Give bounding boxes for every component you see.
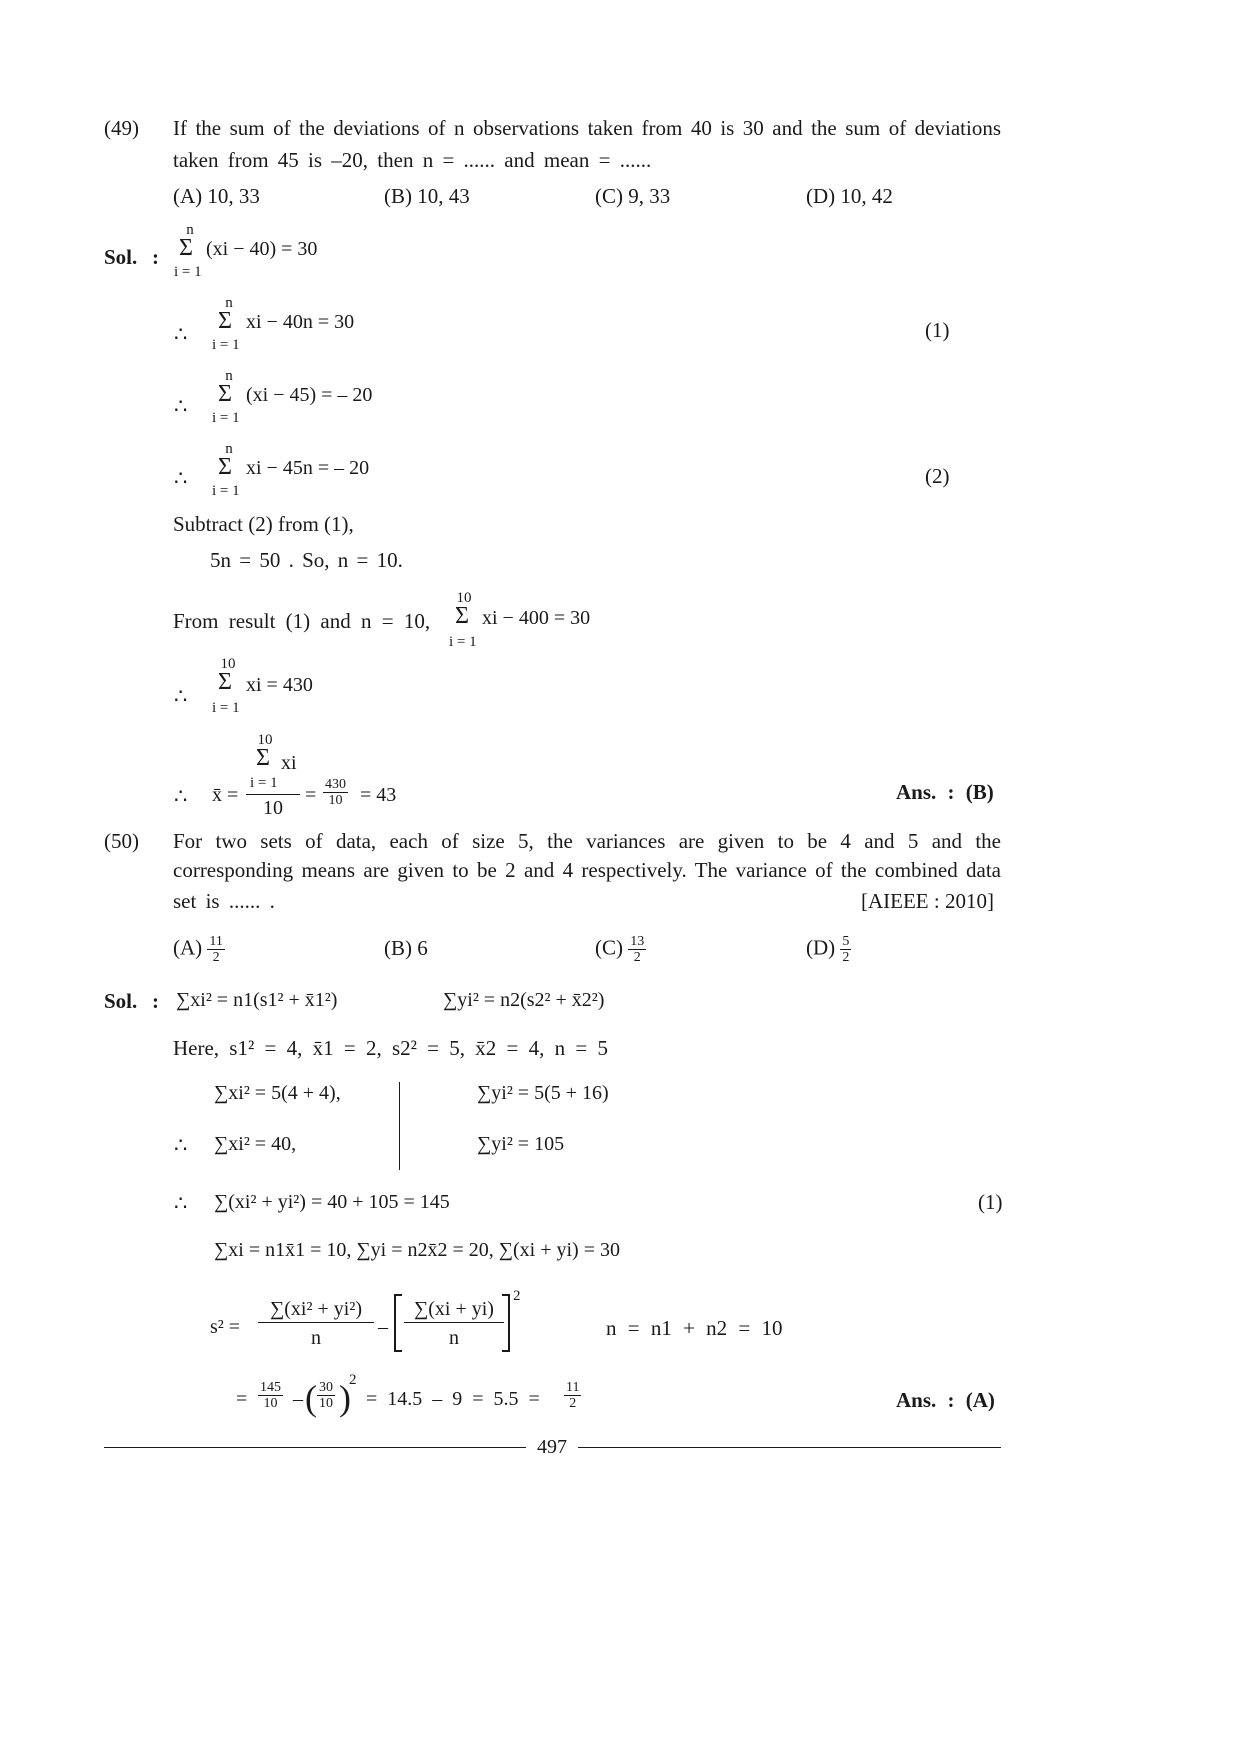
equals-sign: = — [305, 784, 317, 806]
question-text-line: For two sets of data, each of size 5, the variances are given to be 4 and 5 and the — [173, 829, 1001, 853]
answer-label: Ans. : (B) — [896, 780, 994, 804]
fraction — [258, 1380, 283, 1411]
footer-rule-left — [104, 1447, 526, 1448]
therefore-symbol: ∴ — [174, 322, 188, 346]
bracket-right — [508, 1294, 510, 1352]
equation: = 14.5 – 9 = 5.5 = — [366, 1388, 540, 1410]
sum-lower-limit: i = 1 — [212, 483, 240, 499]
option-c — [595, 934, 646, 965]
bracket-right-top — [502, 1294, 510, 1296]
fraction-numerator: ∑(xi² + yi²) — [270, 1298, 362, 1320]
solution-label: Sol. — [104, 989, 138, 1013]
fraction-bar — [246, 794, 300, 795]
question-number: (50) — [104, 829, 139, 853]
option-c: (C) 9, 33 — [595, 184, 671, 208]
question-text-line: corresponding means are given to be 2 and 4 respectively. The variance of the combined data — [173, 858, 1001, 882]
therefore-symbol: ∴ — [174, 466, 188, 490]
variance-symbol: s² = — [210, 1316, 241, 1338]
minus-sign: – — [293, 1388, 303, 1410]
sum-lower-limit: i = 1 — [212, 410, 240, 426]
sum-lower-limit: i = 1 — [212, 337, 240, 353]
fraction-denominator: 10 — [328, 793, 343, 808]
sum-lower-limit: i = 1 — [250, 775, 278, 791]
equation-tag: (1) — [925, 318, 950, 342]
equation: (xi − 40) = 30 — [206, 238, 318, 260]
formula: ∑yi² = n2(s2² + x̄2²) — [443, 989, 605, 1011]
option-a: (A) 10, 33 — [173, 184, 260, 208]
equals-sign: = — [236, 1388, 248, 1410]
colon: : — [152, 989, 159, 1013]
question-text-line: set is ...... . — [173, 889, 275, 913]
sum-term: xi — [281, 752, 297, 774]
question-text-line: If the sum of the deviations of n observations taken from 40 is 30 and the sum of deviations — [173, 116, 1001, 140]
page-number: 497 — [537, 1436, 567, 1458]
sum-upper-limit: 10 — [257, 732, 273, 748]
sigma-symbol: Σ — [218, 308, 232, 334]
question-text-line: taken from 45 is –20, then n = ...... and mean = ...... — [173, 148, 652, 172]
sum-upper-limit: n — [225, 368, 233, 384]
equation: xi − 45n = – 20 — [246, 457, 370, 479]
fraction-denominator: 2 — [633, 950, 641, 965]
sum-lower-limit: i = 1 — [449, 634, 477, 650]
equation: ∑xi² = 40, — [214, 1133, 297, 1155]
sigma-symbol: Σ — [218, 669, 232, 695]
equation: ∑yi² = 105 — [477, 1133, 565, 1155]
bracket-left-bottom — [394, 1350, 402, 1352]
equation: = 43 — [360, 784, 397, 806]
equation: ∑(xi² + yi²) = 40 + 105 = 145 — [214, 1191, 450, 1213]
bracket-left-top — [394, 1294, 402, 1296]
equation: xi − 40n = 30 — [246, 311, 355, 333]
equation: ∑yi² = 5(5 + 16) — [477, 1082, 609, 1104]
question-number: (49) — [104, 116, 139, 140]
fraction-bar — [258, 1322, 374, 1323]
fraction-denominator: n — [449, 1327, 459, 1349]
paren-right: ) — [339, 1378, 351, 1418]
equation: ∑xi² = 5(4 + 4), — [214, 1082, 341, 1104]
exam-source: [AIEEE : 2010] — [861, 889, 994, 913]
sigma-symbol: Σ — [256, 745, 270, 771]
sum-upper-limit: n — [186, 222, 194, 238]
option-b: (B) 6 — [384, 936, 428, 960]
paren-left: ( — [305, 1378, 317, 1418]
fraction — [323, 777, 348, 808]
column-divider — [399, 1082, 400, 1170]
colon: : — [152, 245, 159, 269]
equation-tag: (2) — [925, 464, 950, 488]
therefore-symbol: ∴ — [174, 684, 188, 708]
fraction-denominator: n — [311, 1327, 321, 1349]
therefore-symbol: ∴ — [174, 1191, 188, 1215]
fraction-bar — [404, 1322, 504, 1323]
sum-upper-limit: 10 — [220, 656, 236, 672]
fraction-denominator: 10 — [263, 1396, 278, 1411]
fraction-denominator: 2 — [212, 950, 220, 965]
mean-symbol: x̄ = — [212, 784, 239, 806]
fraction-denominator: 10 — [319, 1396, 333, 1411]
bracket-right-bottom — [502, 1350, 510, 1352]
sum-upper-limit: 10 — [456, 590, 472, 606]
sigma-symbol: Σ — [218, 454, 232, 480]
fraction-numerator: 430 — [325, 777, 346, 792]
solution-text: From result (1) and n = 10, — [173, 609, 431, 633]
equation: xi = 430 — [246, 674, 313, 696]
option-label: (A) — [173, 935, 203, 960]
footer-rule-right — [578, 1447, 1001, 1448]
fraction-denominator: 2 — [569, 1396, 577, 1411]
fraction-numerator: 145 — [260, 1380, 281, 1395]
fraction-numerator: 30 — [319, 1380, 333, 1395]
bracket-left — [394, 1294, 396, 1352]
solution-text: Here, s1² = 4, x̄1 = 2, s2² = 5, x̄2 = 4, n = 5 — [173, 1036, 608, 1060]
therefore-symbol: ∴ — [174, 784, 188, 808]
equation: xi − 400 = 30 — [482, 607, 591, 629]
fraction-numerator: ∑(xi + yi) — [414, 1298, 494, 1320]
fraction — [317, 1380, 335, 1411]
fraction-denominator: 2 — [842, 950, 850, 965]
sum-upper-limit: n — [225, 441, 233, 457]
option-a — [173, 934, 225, 965]
equation: (xi − 45) = – 20 — [246, 384, 373, 406]
therefore-symbol: ∴ — [174, 394, 188, 418]
minus-sign: – — [378, 1316, 388, 1338]
sum-lower-limit: i = 1 — [174, 264, 202, 280]
fraction-numerator: 5 — [842, 934, 850, 949]
exponent: 2 — [349, 1372, 357, 1388]
sigma-symbol: Σ — [455, 603, 469, 629]
option-label: (D) — [806, 935, 836, 960]
therefore-symbol: ∴ — [174, 1133, 188, 1157]
sigma-symbol: Σ — [218, 381, 232, 407]
fraction-numerator: 11 — [209, 934, 223, 949]
solution-label: Sol. — [104, 245, 138, 269]
solution-text: Subtract (2) from (1), — [173, 512, 354, 536]
option-label: (C) — [595, 935, 623, 960]
solution-text: 5n = 50 . So, n = 10. — [210, 548, 403, 572]
answer-label: Ans. : (A) — [896, 1388, 995, 1412]
fraction — [564, 1380, 581, 1411]
fraction-numerator: 13 — [630, 934, 645, 949]
sum-upper-limit: n — [225, 295, 233, 311]
formula: ∑xi² = n1(s1² + x̄1²) — [176, 989, 338, 1011]
fraction-denominator: 10 — [263, 797, 283, 819]
exponent: 2 — [513, 1288, 521, 1304]
equation: ∑xi = n1x̄1 = 10, ∑yi = n2x̄2 = 20, ∑(xi + yi) = 30 — [214, 1239, 620, 1261]
option-d — [806, 934, 851, 965]
sigma-symbol: Σ — [179, 235, 193, 261]
sum-lower-limit: i = 1 — [212, 700, 240, 716]
fraction-numerator: 11 — [566, 1380, 580, 1395]
option-d: (D) 10, 42 — [806, 184, 893, 208]
option-b: (B) 10, 43 — [384, 184, 470, 208]
equation-tag: (1) — [978, 1190, 1003, 1214]
equation: n = n1 + n2 = 10 — [606, 1316, 783, 1340]
